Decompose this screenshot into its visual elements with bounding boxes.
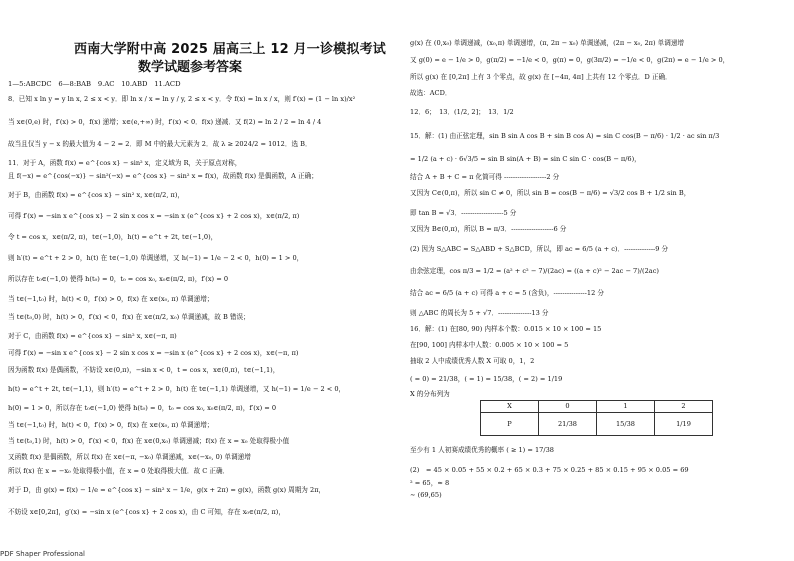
footer-watermark: PDF Shaper Professional [0, 550, 85, 558]
text-line: 由余弦定理，cos π/3 = 1/2 = (a² + c² − 7)/(2ac) = ((a + c)² − 2ac − 7)/(2ac) [410, 267, 659, 275]
table-cell: 21/38 [539, 413, 597, 436]
text-line: 对于 D，由 g(x) = f(x) − 1/e = e^{cos x} − sin² x − 1/e，g(x + 2π) = g(x)，函数 g(x) 周期为 2π， [8, 486, 326, 494]
table-cell: 0 [539, 401, 597, 413]
text-line: 不妨设 x∈[0,2π]，g′(x) = −sin x (e^{cos x} + 2 cos x)，由 C 可知，存在 x₀∈(π/2, π)， [8, 508, 285, 516]
table-cell: 15/38 [597, 413, 655, 436]
text-line: 至少有 1 人初赛成绩优秀的概率 ( ≥ 1) = 17/38 [410, 446, 554, 454]
text-line: (2) 因为 S△ABC = S△ABD + S△BCD，所以，即 ac = 6/5 (a + c)．--------------9 分 [410, 245, 669, 253]
text-line: 当 x∈(0,e) 时，f′(x) > 0，f(x) 递增；x∈(e,+∞) 时，f′(x) < 0．f(x) 递减．又 f(2) = ln 2 / 2 = ln 4 / 4 [8, 118, 322, 126]
text-line: 所以存在 t₀∈(−1,0) 使得 h(t₀) = 0，t₀ = cos x₀, x₀∈(π/2, π)，f′(x) = 0 [8, 275, 229, 283]
text-line: 当 t∈(−1,t₀) 时，h(t) < 0，f′(x) > 0，f(x) 在 x∈(x₀, π) 单调递增； [8, 421, 214, 429]
text-line: 所以 g(x) 在 [0,2π] 上有 3 个零点，故 g(x) 在 [−4π, 4π] 上共有 12 个零点．D 正确． [410, 73, 672, 81]
text-line: = 1/2 (a + c) · 6√3/5 = sin B sin(A + B) = sin C sin C · cos(B − π/6)， [410, 155, 641, 163]
document-subtitle: 数学试题参考答案 [138, 60, 243, 75]
text-line: 又函数 f(x) 是偶函数，所以 f(x) 在 x∈(−π, −x₀) 单调递减，x∈(−x₀, 0) 单调递增 [8, 453, 251, 461]
text-line: 当 t∈(t₀,1) 时，h(t) > 0，f′(x) < 0，f(x) 在 x∈(0,x₀) 单调递减；f(x) 在 x = x₀ 处取得极小值 [8, 437, 290, 445]
text-line: 16．解：(1) 在[80, 90) 内样本个数：0.015 × 10 × 100 = 15 [410, 325, 602, 333]
distribution-table [480, 400, 713, 436]
text-line: 且 f(−x) = e^{cos(−x)} − sin²(−x) = e^{cos x} − sin² x = f(x)，故函数 f(x) 是偶函数，A 正确； [8, 172, 318, 180]
text-line: 15．解：(1) 由正弦定理，sin B sin A cos B + sin B cos A) = sin C cos(B − π/6) · 1/2 · ac sin π/3 [410, 132, 720, 140]
text-line: 可得 f′(x) = −sin x e^{cos x} − 2 sin x cos x = −sin x (e^{cos x} + 2 cos x)，x∈(π/2, π) [8, 212, 300, 220]
text-line: 对于 B，由函数 f(x) = e^{cos x} − sin² x, x∈(π/2, π)， [8, 191, 185, 199]
text-line: ∼ (69,65) [410, 491, 442, 499]
table-cell: 1/19 [655, 413, 713, 436]
text-line: 11．对于 A，函数 f(x) = e^{cos x} − sin² x，定义域为 R，关于原点对称， [8, 159, 242, 167]
text-line: 可得 f′(x) = −sin x e^{cos x} − 2 sin x cos x = −sin x (e^{cos x} + 2 cos x)，x∈(−π, π) [8, 349, 299, 357]
table-row [481, 401, 713, 413]
text-line: 12．6； 13．(1/2, 2]； 13．1/2 [410, 108, 514, 116]
text-line: 即 tan B = √3．-------------------5 分 [410, 209, 517, 217]
text-line: 结合 A + B + C = π 化简可得 -------------------2 分 [410, 173, 560, 181]
table-cell: P [481, 413, 539, 436]
text-line: 对于 C，由函数 f(x) = e^{cos x} − sin² x, x∈(−π, π) [8, 332, 177, 340]
text-line: h(0) = 1 > 0，所以存在 t₀∈(−1,0) 使得 h(t₀) = 0，t₀ = cos x₀, x₀∈(π/2, π)，f′(x) = 0 [8, 404, 277, 412]
text-line: 则 △ABC 的周长为 5 + √7．---------------13 分 [410, 309, 549, 317]
text-line: X 的分布列为 [410, 390, 450, 398]
text-line: 结合 ac = 6/5 (a + c) 可得 a + c = 5 (含负)，---------------12 分 [410, 289, 604, 297]
table-cell: 1 [597, 401, 655, 413]
table-cell: X [481, 401, 539, 413]
text-line: 则 h′(t) = e^t + 2 > 0，h(t) 在 t∈(−1,0) 单调递增，又 h(−1) = 1/e − 2 < 0，h(0) = 1 > 0， [8, 254, 304, 262]
text-line: 当 t∈(−1,t₀) 时，h(t) < 0，f′(x) > 0，f(x) 在 x∈(x₀, π) 单调递增； [8, 295, 214, 303]
text-line: 抽取 2 人中成绩优秀人数 X 可取 0，1，2 [410, 357, 535, 365]
text-line: h(t) = e^t + 2t, t∈(−1,1)，则 h′(t) = e^t + 2 > 0，h(t) 在 t∈(−1,1) 单调递增，又 h(−1) = 1/e − 2 < 0， [8, 385, 346, 393]
text-line: ² = 65，≈ 8 [410, 479, 450, 487]
text-line: 因为函数 f(x) 是偶函数，不妨设 x∈(0,π)，−sin x < 0，t = cos x，x∈(0,π)，t∈(−1,1)， [8, 366, 280, 374]
text-line: 所以 f(x) 在 x = −x₀ 处取得极小值，在 x = 0 处取得极大值．故 C 正确． [8, 467, 230, 475]
text-line: 在[90, 100] 内样本中人数：0.005 × 10 × 100 = 5 [410, 341, 569, 349]
table-row [481, 413, 713, 436]
text-line: 又因为 C∈(0,π)，所以 sin C ≠ 0，所以 sin B = cos(B − π/6) = √3/2 cos B + 1/2 sin B， [410, 189, 691, 197]
answers-summary: 1—5:ABCDC 6—8:BAB 9.AC 10.ABD 11.ACD [8, 80, 181, 88]
text-line: 8．已知 x ln y = y ln x, 2 ≤ x < y．即 ln x / x = ln y / y, 2 ≤ x < y．令 f(x) = ln x / x，则 f′(x) = (1 − ln x)/x² [8, 95, 356, 103]
text-line: 故选：ACD． [410, 89, 452, 97]
document-title: 西南大学附中高 2025 届高三上 12 月一诊模拟考试 [74, 42, 386, 57]
text-line: ( = 0) = 21/38，( = 1) = 15/38，( = 2) = 1/19 [410, 375, 563, 383]
text-line: g(x) 在 (0,x₀) 单调递减，(x₀,π) 单调递增，(π, 2π − x₀) 单调递减，(2π − x₀, 2π) 单调递增 [410, 39, 685, 47]
table-cell: 2 [655, 401, 713, 413]
text-line: 又因为 B∈(0,π)，所以 B = π/3．-------------------6 分 [410, 225, 567, 233]
text-line: 当 t∈(t₀,0) 时，h(t) > 0，f′(x) < 0，f(x) 在 x∈(π/2, x₀) 单调递减，故 B 错误； [8, 313, 250, 321]
text-line: 令 t = cos x，x∈(π/2, π)，t∈(−1,0)，h(t) = e^t + 2t, t∈(−1,0)， [8, 233, 218, 241]
text-line: (2) = 45 × 0.05 + 55 × 0.2 + 65 × 0.3 + 75 × 0.25 + 85 × 0.15 + 95 × 0.05 = 69 [410, 466, 689, 474]
text-line: 又 g(0) = e − 1/e > 0，g(π/2) = −1/e < 0，g(π) = 0，g(3π/2) = −1/e < 0，g(2π) = e − 1/e > 0， [410, 56, 730, 64]
text-line: 故当且仅当 y − x 的最大值为 4 − 2 = 2．即 M 中的最大元素为 2．故 λ ≥ 2024/2 = 1012．选 B． [8, 140, 312, 148]
